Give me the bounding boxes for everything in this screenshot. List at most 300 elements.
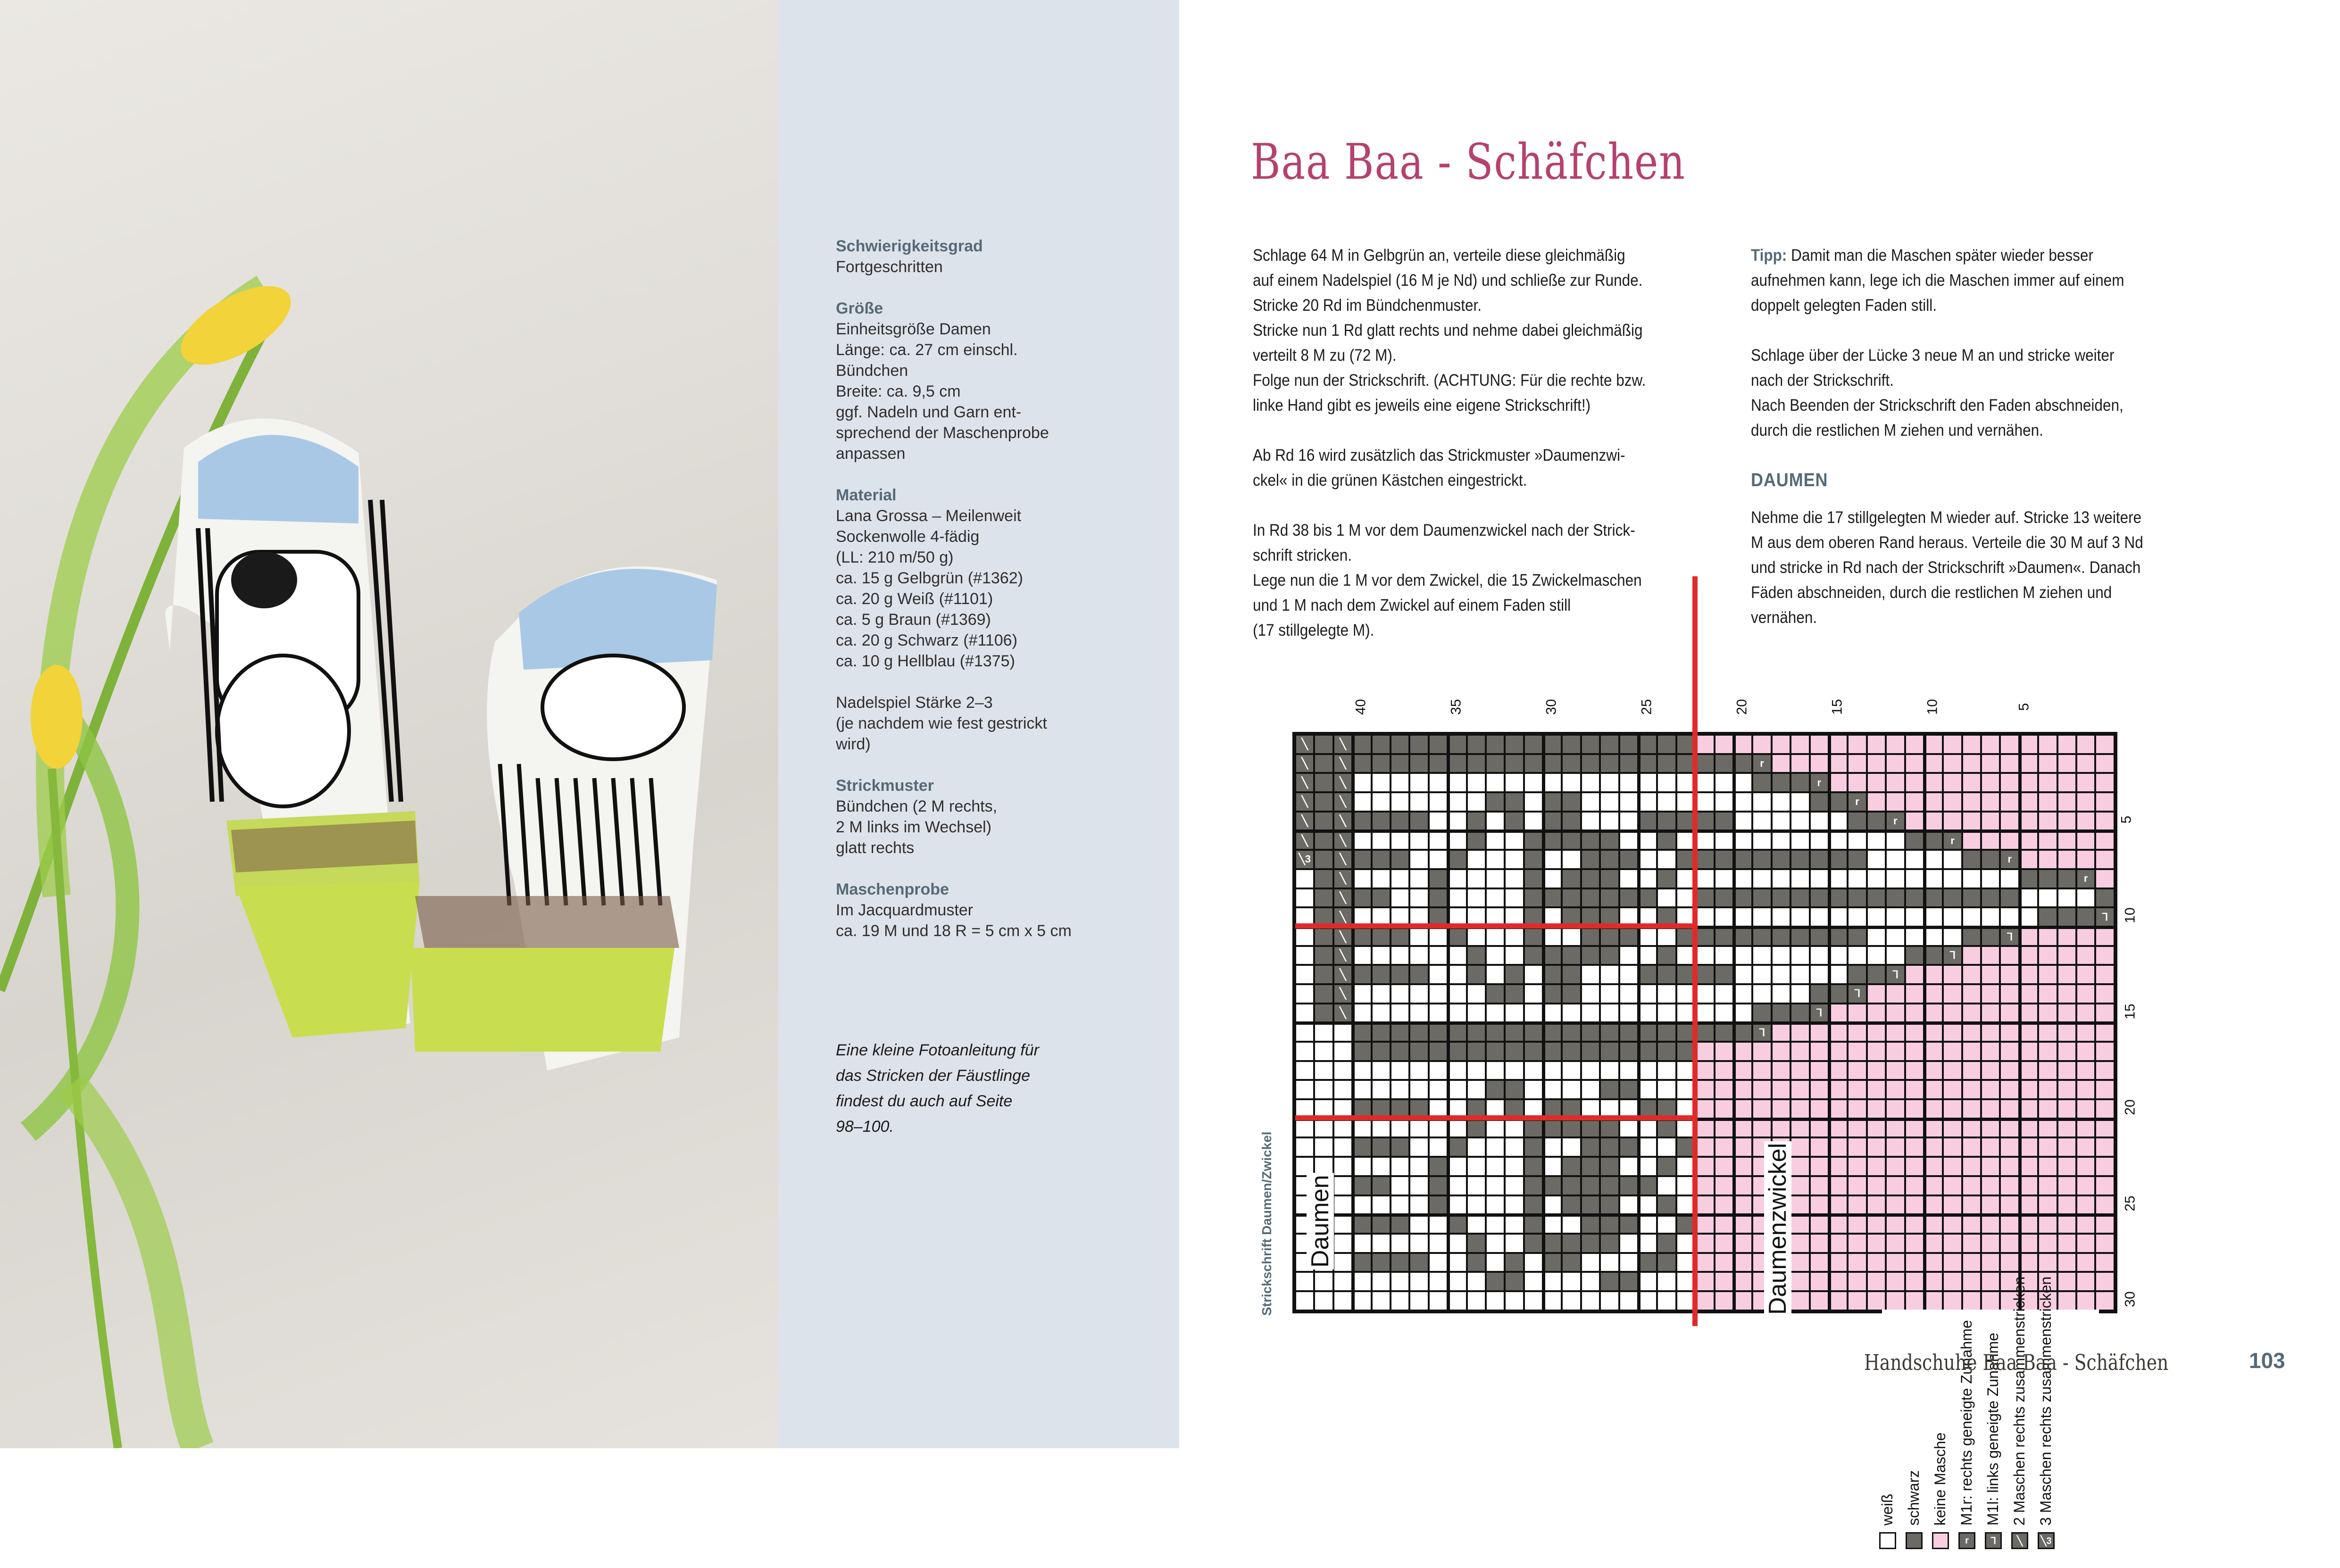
chart-cell: [1848, 1080, 1866, 1099]
chart-cell: [1810, 1234, 1829, 1253]
chart-cell: [1752, 812, 1771, 831]
chart-cell: [1943, 1195, 1962, 1215]
chart-cell: [2000, 1157, 2019, 1176]
chart-cell: [1467, 1234, 1486, 1253]
chart-cell: [2000, 1195, 2019, 1215]
chart-cell: [2000, 1061, 2019, 1080]
chart-cell: [1581, 1176, 1600, 1195]
chart-cell: [1505, 1157, 1524, 1176]
chart-cell: [1391, 1119, 1409, 1138]
text-line: schrift stricken.: [1253, 546, 1352, 564]
chart-cell: [1581, 830, 1600, 850]
chart-cell: [2095, 946, 2114, 965]
chart-cell: [1372, 965, 1391, 984]
chart-cell: [1829, 1176, 1848, 1195]
chart-cell: [1581, 1291, 1600, 1311]
stitch-symbol-icon: r: [2083, 872, 2088, 885]
chart-cell: [1409, 850, 1428, 869]
chart-cell: [1790, 1119, 1809, 1138]
stitch-symbol-icon: ╲: [1340, 853, 1346, 865]
chart-cell: [1524, 792, 1543, 812]
chart-cell: [1467, 850, 1486, 869]
chart-cell: [1372, 735, 1391, 754]
chart-cell: [1695, 850, 1714, 869]
chart-cell: [2095, 1004, 2114, 1023]
chart-cell: [1314, 888, 1333, 908]
chart-cell: [1695, 812, 1714, 831]
chart-cell: [2038, 1022, 2057, 1042]
chart-cell: [1448, 1234, 1466, 1253]
chart-cell: [1295, 1119, 1314, 1138]
chart-cell: [1543, 1253, 1562, 1272]
chart-cell: [1600, 850, 1619, 869]
chart-cell: [1867, 1291, 1886, 1311]
chart-cell: [1372, 850, 1391, 869]
chart-cell: [1829, 850, 1848, 869]
chart-cell: [1429, 1042, 1448, 1061]
chart-cell: [1524, 927, 1543, 946]
chart-cell: [1524, 1061, 1543, 1080]
chart-cell: [2095, 927, 2114, 946]
row-label: 20: [2122, 1099, 2138, 1115]
chart-cell: [1981, 735, 2000, 754]
chart-cell: [1543, 1061, 1562, 1080]
chart-cell: [1905, 1291, 1924, 1311]
text-line: vernähen.: [1751, 608, 1817, 627]
chart-cell: [1295, 1291, 1314, 1311]
detail-line: Breite: ca. 9,5 cm: [836, 382, 961, 400]
chart-cell: [1695, 1214, 1714, 1234]
chart-cell: [1524, 1195, 1543, 1215]
thumb-region-label: Daumen: [1307, 1173, 1334, 1269]
chart-cell: [1581, 1004, 1600, 1023]
chart-cell: [1848, 907, 1866, 927]
chart-cell: [1486, 984, 1505, 1004]
chart-cell: [1619, 946, 1638, 965]
chart-cell: [1848, 1234, 1866, 1253]
chart-cell: [1695, 1042, 1714, 1061]
chart-cell: [1391, 946, 1409, 965]
chart-cell: [1448, 735, 1466, 754]
chart-cell: [1867, 907, 1886, 927]
chart-cell: [1429, 1234, 1448, 1253]
chart-cell: [1429, 1004, 1448, 1023]
chart-cell: [1790, 1214, 1809, 1234]
chart-cell: [1333, 1022, 1352, 1042]
section-material: [836, 485, 1128, 672]
chart-cell: [1924, 984, 1943, 1004]
chart-cell: [1295, 946, 1314, 965]
text-line: M aus dem oberen Rand heraus. Verteile die 30 M auf 3 Nd: [1751, 533, 2143, 552]
chart-cell: [1772, 1042, 1790, 1061]
chart-cell: [1867, 1176, 1886, 1195]
chart-cell: [1486, 1272, 1505, 1291]
chart-cell: [1848, 812, 1866, 831]
chart-cell: [1619, 1272, 1638, 1291]
chart-cell: [1562, 1137, 1581, 1157]
chart-cell: [1562, 946, 1581, 965]
chart-cell: [1562, 1042, 1581, 1061]
chart-cell: [1790, 1234, 1809, 1253]
chart-cell: [1295, 773, 1314, 792]
chart-cell: [2095, 1099, 2114, 1119]
chart-cell: [1733, 1291, 1752, 1311]
chart-cell: [1638, 1042, 1657, 1061]
chart-cell: [2000, 812, 2019, 831]
chart-cell: [1448, 1022, 1466, 1042]
chart-cell: [1581, 1080, 1600, 1099]
chart-cell: [2000, 792, 2019, 812]
chart-cell: [1981, 869, 2000, 888]
legend-item: [1879, 1493, 1896, 1549]
chart-cell: [1581, 1042, 1600, 1061]
chart-cell: [1638, 1022, 1657, 1042]
chart-cell: [1981, 1214, 2000, 1234]
chart-cell: [1752, 984, 1771, 1004]
chart-cell: [1543, 1272, 1562, 1291]
chart-cell: [1467, 773, 1486, 792]
chart-cell: [1752, 946, 1771, 965]
chart-cell: [1886, 1119, 1905, 1138]
chart-cell: [1600, 869, 1619, 888]
chart-cell: [2000, 1253, 2019, 1272]
chart-cell: [1409, 888, 1428, 908]
chart-cell: [1981, 1099, 2000, 1119]
chart-cell: [1448, 1042, 1466, 1061]
chart-cell: [1715, 927, 1733, 946]
chart-cell: [1829, 984, 1848, 1004]
chart-cell: [1295, 1061, 1314, 1080]
chart-cell: [1314, 965, 1333, 984]
chart-cell: [1943, 1291, 1962, 1311]
chart-cell: [1638, 773, 1657, 792]
chart-cell: [1409, 946, 1428, 965]
stitch-symbol-icon: ╲3: [1299, 853, 1311, 865]
chart-cell: [1733, 965, 1752, 984]
chart-cell: [1505, 1234, 1524, 1253]
chart-cell: [1391, 965, 1409, 984]
chart-cell: [1314, 984, 1333, 1004]
chart-cell: [2038, 1137, 2057, 1157]
legend-label: M1l: links geneigte Zunahme: [1984, 1332, 2001, 1526]
chart-cell: [2057, 1022, 2076, 1042]
chart-cell: [2019, 1022, 2038, 1042]
chart-cell: [1429, 1080, 1448, 1099]
chart-cell: [1409, 754, 1428, 773]
chart-cell: [1962, 850, 1981, 869]
chart-cell: [1372, 888, 1391, 908]
legend-item: [1932, 1433, 1949, 1549]
text-line: (17 stillgelegte M).: [1253, 621, 1374, 639]
chart-cell: [1467, 1176, 1486, 1195]
chart-cell: [1467, 1157, 1486, 1176]
chart-cell: [1619, 1157, 1638, 1176]
chart-cell: [1333, 1253, 1352, 1272]
chart-cell: [1543, 850, 1562, 869]
detail-line: ca. 15 g Gelbgrün (#1362): [836, 569, 1023, 587]
row-label: 5: [2118, 815, 2134, 824]
chart-cell: [1600, 1119, 1619, 1138]
chart-cell: [1886, 1042, 1905, 1061]
chart-cell: [2076, 1119, 2095, 1138]
chart-cell: [1905, 888, 1924, 908]
text-line: Stricke nun 1 Rd glatt rechts und nehme dabei gleichmäßig: [1253, 321, 1643, 340]
chart-cell: [1467, 1214, 1486, 1234]
chart-cell: [1486, 1253, 1505, 1272]
chart-cell: [1867, 1195, 1886, 1215]
chart-cell: [1924, 1272, 1943, 1291]
thumb-paragraph: [1751, 505, 2209, 630]
chart-cell: [1448, 1195, 1466, 1215]
chart-cell: [1905, 812, 1924, 831]
chart-cell: [1981, 1119, 2000, 1138]
chart-cell: [1372, 1022, 1391, 1042]
chart-cell: [1505, 927, 1524, 946]
chart-cell: [1543, 1176, 1562, 1195]
chart-cell: [1981, 1253, 2000, 1272]
chart-cell: [2057, 1176, 2076, 1195]
chart-cell: [1867, 812, 1886, 831]
chart-cell: [1524, 1157, 1543, 1176]
chart-cell: [1752, 1099, 1771, 1119]
chart-cell: [1638, 1004, 1657, 1023]
chart-cell: [1867, 754, 1886, 773]
chart-cell: [1829, 754, 1848, 773]
chart-cell: [1486, 946, 1505, 965]
chart-cell: [1581, 1234, 1600, 1253]
chart-cell: [1829, 812, 1848, 831]
chart-cell: [1352, 984, 1371, 1004]
text-line: In Rd 38 bis 1 M vor dem Daumenzwickel nach der Strick-: [1253, 521, 1635, 539]
chart-cell: [1581, 965, 1600, 984]
chart-cell: [1695, 1195, 1714, 1215]
chart-cell: [1333, 1080, 1352, 1099]
chart-cell: [1867, 984, 1886, 1004]
chart-cell: [1733, 946, 1752, 965]
chart-cell: [1695, 1157, 1714, 1176]
chart-cell: [1981, 1042, 2000, 1061]
chart-cell: [1352, 1004, 1371, 1023]
chart-cell: [1448, 1253, 1466, 1272]
chart-cell: [1619, 850, 1638, 869]
chart-cell: [1581, 1119, 1600, 1138]
chart-cell: [2000, 1004, 2019, 1023]
chart-cell: [1372, 984, 1391, 1004]
chart-cell: [1372, 773, 1391, 792]
detail-line: Einheitsgröße Damen: [836, 320, 991, 338]
chart-cell: [1715, 1080, 1733, 1099]
chart-cell: [1905, 1061, 1924, 1080]
chart-cell: [2038, 1157, 2057, 1176]
chart-cell: [1391, 1061, 1409, 1080]
chart-cell: [1981, 946, 2000, 965]
chart-cell: [1391, 792, 1409, 812]
chart-cell: [1372, 812, 1391, 831]
chart-cell: [1848, 1195, 1866, 1215]
chart-cell: [1733, 1119, 1752, 1138]
chart-cell: [2038, 850, 2057, 869]
chart-cell: [1790, 792, 1809, 812]
chart-cell: [1715, 1022, 1733, 1042]
chart-cell: [1524, 1137, 1543, 1157]
chart-cell: [1810, 830, 1829, 850]
chart-cell: [1981, 792, 2000, 812]
chart-cell: [1581, 735, 1600, 754]
chart-cell: [1333, 1176, 1352, 1195]
chart-cell: [1638, 754, 1657, 773]
chart-cell: [1715, 907, 1733, 927]
chart-cell: [1429, 1214, 1448, 1234]
chart-cell: [1810, 1157, 1829, 1176]
legend-item: [2037, 1277, 2055, 1549]
chart-cell: [1314, 1080, 1333, 1099]
stitch-symbol-icon: ╲: [1340, 930, 1346, 943]
chart-cell: [1848, 1291, 1866, 1311]
chart-cell: [1543, 965, 1562, 984]
chart-cell: [1943, 1272, 1962, 1291]
detail-line: anpassen: [836, 445, 906, 463]
text-line: durch die restlichen M ziehen und vernähen.: [1751, 421, 2043, 440]
chart-cell: [1962, 1234, 1981, 1253]
chart-cell: [2057, 754, 2076, 773]
chart-cell: [1391, 1004, 1409, 1023]
chart-cell: [1562, 1234, 1581, 1253]
chart-cell: [2095, 1137, 2114, 1157]
chart-cell: [1886, 754, 1905, 773]
chart-cell: [1333, 984, 1352, 1004]
chart-cell: [1810, 1253, 1829, 1272]
chart-cell: [1600, 1061, 1619, 1080]
note-line: 98–100.: [836, 1118, 894, 1136]
chart-cell: [1772, 1119, 1790, 1138]
chart-cell: [2076, 888, 2095, 908]
chart-cell: [2076, 907, 2095, 927]
chart-cell: [1715, 1042, 1733, 1061]
chart-cell: [1848, 773, 1866, 792]
chart-cell: [1409, 735, 1428, 754]
chart-cell: [1581, 888, 1600, 908]
chart-cell: [1543, 1291, 1562, 1311]
chart-cell: [1429, 1061, 1448, 1080]
chart-cell: [1867, 869, 1886, 888]
chart-cell: [1505, 1004, 1524, 1023]
chart-cell: [1924, 1119, 1943, 1138]
chart-cell: [1790, 1253, 1809, 1272]
chart-cell: [1695, 1080, 1714, 1099]
chart-cell: [1981, 1272, 2000, 1291]
chart-cell: [1505, 830, 1524, 850]
chart-cell: [1562, 1291, 1581, 1311]
chart-cell: [1448, 830, 1466, 850]
chart-cell: [1638, 1080, 1657, 1099]
chart-cell: [1429, 965, 1448, 984]
text-line: Schlage über der Lücke 3 neue M an und stricke weiter: [1751, 346, 2115, 365]
chart-cell: [1600, 792, 1619, 812]
chart-cell: [1295, 735, 1314, 754]
detail-line: Lana Grossa – Meilenweit: [836, 507, 1022, 525]
detail-line: ca. 20 g Weiß (#1101): [836, 590, 993, 608]
chart-cell: [2095, 830, 2114, 850]
chart-cell: [1981, 888, 2000, 908]
chart-cell: [1943, 773, 1962, 792]
chart-cell: [1314, 946, 1333, 965]
chart-cell: [1448, 888, 1466, 908]
chart-cell: [1638, 1137, 1657, 1157]
chart-cell: [1905, 1080, 1924, 1099]
chart-cell: [2076, 1195, 2095, 1215]
chart-cell: [1715, 754, 1733, 773]
chart-cell: [1924, 812, 1943, 831]
chart-cell: [1486, 1042, 1505, 1061]
chart-cell: [1752, 830, 1771, 850]
chart-cell: [1810, 984, 1829, 1004]
chart-cell: [1981, 1004, 2000, 1023]
gusset-boundary-line: [1692, 576, 1698, 1326]
chart-cell: [1715, 869, 1733, 888]
chart-cell: [2057, 869, 2076, 888]
chart-cell: [1314, 1137, 1333, 1157]
chart-cell: [1429, 735, 1448, 754]
chart-cell: [1505, 1272, 1524, 1291]
chart-cell: [1943, 1061, 1962, 1080]
chart-cell: [1543, 1234, 1562, 1253]
chart-cell: [2038, 946, 2057, 965]
chart-cell: [2019, 1157, 2038, 1176]
section-heading: Maschenprobe: [836, 880, 949, 898]
chart-cell: [1619, 1004, 1638, 1023]
chart-cell: [1352, 792, 1371, 812]
chart-cell: [1543, 1080, 1562, 1099]
chart-cell: [2076, 1099, 2095, 1119]
detail-line: ca. 10 g Hellblau (#1375): [836, 652, 1015, 670]
chart-cell: [1352, 946, 1371, 965]
chart-cell: [1562, 869, 1581, 888]
chart-cell: [1562, 1080, 1581, 1099]
chart-cell: [1352, 830, 1371, 850]
chart-cell: [1962, 792, 1981, 812]
column-label: 25: [1639, 699, 1655, 715]
chart-cell: [1295, 754, 1314, 773]
chart-cell: [2095, 907, 2114, 927]
chart-cell: [2076, 869, 2095, 888]
chart-cell: [1657, 1157, 1676, 1176]
chart-cell: [1752, 1004, 1771, 1023]
chart-cell: [1448, 812, 1466, 831]
chart-cell: [1600, 927, 1619, 946]
detail-line: sprechend der Maschenprobe: [836, 424, 1049, 442]
chart-cell: [1962, 1061, 1981, 1080]
chart-cell: [1333, 1234, 1352, 1253]
column-label: 35: [1448, 699, 1464, 715]
chart-cell: [1752, 1061, 1771, 1080]
chart-cell: [2076, 850, 2095, 869]
chart-cell: [1715, 965, 1733, 984]
thumb-boundary-line-bottom: [1295, 1115, 1695, 1120]
chart-cell: [1943, 1176, 1962, 1195]
chart-cell: [1486, 830, 1505, 850]
chart-cell: [1943, 1137, 1962, 1157]
chart-cell: [2000, 888, 2019, 908]
chart-cell: [1295, 888, 1314, 908]
chart-cell: [1943, 1253, 1962, 1272]
chart-cell: [1505, 965, 1524, 984]
chart-cell: [1562, 792, 1581, 812]
chart-cell: [1695, 830, 1714, 850]
chart-cell: [1467, 869, 1486, 888]
chart-cell: [2095, 888, 2114, 908]
chart-cell: [1867, 830, 1886, 850]
chart-cell: [1486, 812, 1505, 831]
